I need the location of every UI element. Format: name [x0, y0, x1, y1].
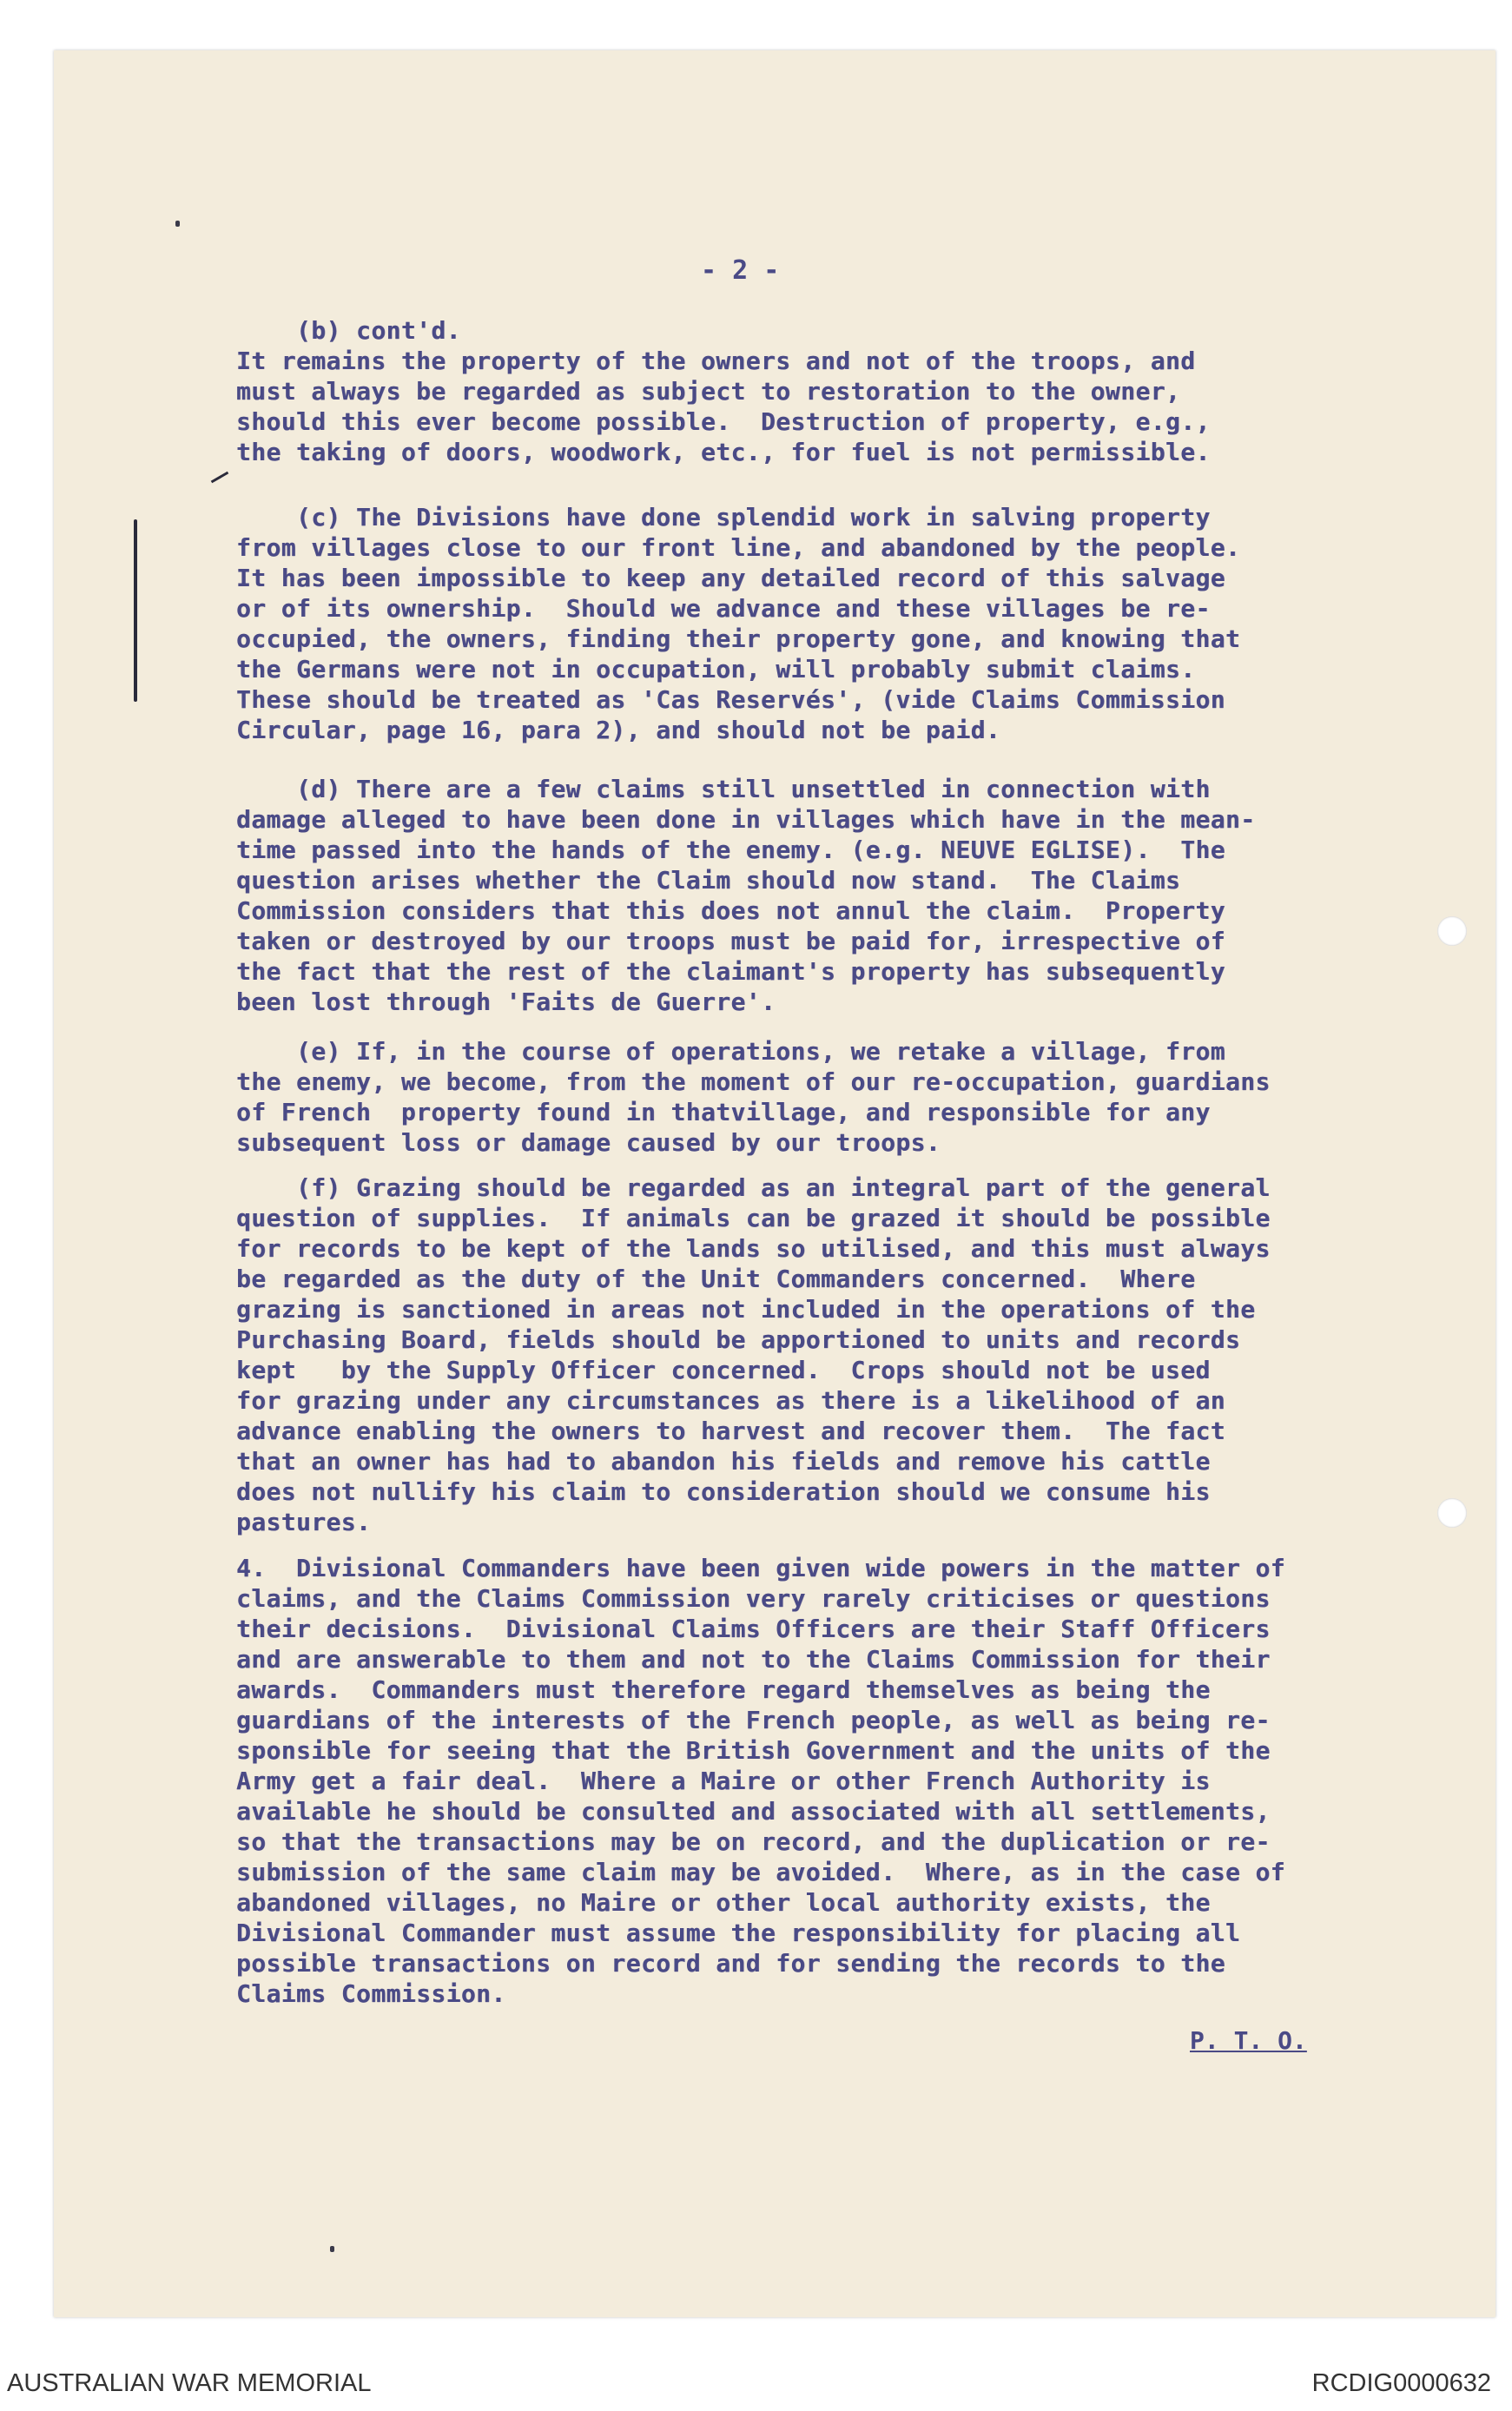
text-line: awards. Commanders must therefore regard themselves as being the	[236, 1675, 1211, 1704]
text-line: abandoned villages, no Maire or other local authority exists, the	[236, 1888, 1211, 1917]
margin-line	[134, 519, 137, 702]
text-line: sponsible for seeing that the British Government and the units of the	[236, 1736, 1271, 1765]
text-line: Purchasing Board, fields should be apportioned to units and records	[236, 1325, 1241, 1354]
text-line: (d) There are a few claims still unsettled in connection with	[236, 775, 1211, 803]
text-line: taken or destroyed by our troops must be paid for, irrespective of	[236, 927, 1225, 955]
text-line: These should be treated as 'Cas Reservés', (vide Claims Commission	[236, 685, 1225, 714]
text-line: the enemy, we become, from the moment of our re-occupation, guardians	[236, 1067, 1271, 1096]
text-line: question of supplies. If animals can be grazed it should be possible	[236, 1204, 1271, 1232]
document-page	[54, 50, 1495, 2317]
text-line: grazing is sanctioned in areas not included in the operations of the	[236, 1295, 1256, 1324]
page-number: - 2 -	[701, 255, 780, 286]
pto-marker: P. T. O.	[1190, 2026, 1307, 2055]
section-e	[236, 1036, 1400, 1158]
section-f	[236, 1172, 1400, 1537]
text-line: been lost through 'Faits de Guerre'.	[236, 988, 776, 1016]
text-line: available he should be consulted and associated with all settlements,	[236, 1797, 1271, 1826]
punch-hole-bottom	[1437, 1498, 1467, 1528]
text-line: the Germans were not in occupation, will probably submit claims.	[236, 655, 1196, 684]
text-line: so that the transactions may be on record, and the duplication or re-	[236, 1827, 1271, 1856]
footer-institution: AUSTRALIAN WAR MEMORIAL	[7, 2369, 372, 2397]
text-line: Army get a fair deal. Where a Maire or other French Authority is	[236, 1767, 1211, 1795]
text-line: of French property found in thatvillage, and responsible for any	[236, 1098, 1211, 1126]
text-line: be regarded as the duty of the Unit Commanders concerned. Where	[236, 1265, 1196, 1293]
text-line: Claims Commission.	[236, 1979, 506, 2008]
text-line: the fact that the rest of the claimant's property has subsequently	[236, 957, 1225, 986]
text-line: (f) Grazing should be regarded as an integral part of the general	[236, 1173, 1271, 1202]
text-line: kept by the Supply Officer concerned. Crops should not be used	[236, 1356, 1211, 1384]
section-d	[236, 774, 1400, 1017]
text-line: occupied, the owners, finding their property gone, and knowing that	[236, 624, 1241, 653]
text-line: Commission considers that this does not annul the claim. Property	[236, 896, 1225, 925]
text-line: that an owner has had to abandon his fields and remove his cattle	[236, 1447, 1211, 1476]
text-line: does not nullify his claim to consideration should we consume his	[236, 1477, 1211, 1506]
text-line: Circular, page 16, para 2), and should not be paid.	[236, 716, 1001, 744]
text-line: for records to be kept of the lands so utilised, and this must always	[236, 1234, 1271, 1263]
text-line: guardians of the interests of the French people, as well as being re-	[236, 1706, 1271, 1734]
text-line: possible transactions on record and for sending the records to the	[236, 1949, 1225, 1978]
section-b	[236, 315, 1400, 467]
text-line: 4. Divisional Commanders have been given wide powers in the matter of	[236, 1554, 1286, 1582]
section-c	[236, 502, 1400, 745]
text-line: pastures.	[236, 1508, 372, 1536]
text-line: time passed into the hands of the enemy. (e.g. NEUVE EGLISE). The	[236, 836, 1225, 864]
text-line: their decisions. Divisional Claims Officers are their Staff Officers	[236, 1615, 1271, 1643]
text-line: the taking of doors, woodwork, etc., for fuel is not permissible.	[236, 438, 1211, 466]
punch-hole-top	[1437, 916, 1467, 946]
text-line: (e) If, in the course of operations, we retake a village, from	[236, 1037, 1225, 1066]
section-4	[236, 1553, 1400, 2009]
text-line: question arises whether the Claim should now stand. The Claims	[236, 866, 1181, 895]
text-line: advance enabling the owners to harvest and recover them. The fact	[236, 1417, 1225, 1445]
stray-mark	[330, 2246, 334, 2252]
text-line: subsequent loss or damage caused by our troops.	[236, 1128, 941, 1157]
text-line: (c) The Divisions have done splendid work in salving property	[236, 503, 1211, 532]
text-line: for grazing under any circumstances as there is a likelihood of an	[236, 1386, 1225, 1415]
text-line: must always be regarded as subject to restoration to the owner,	[236, 377, 1181, 406]
text-line: and are answerable to them and not to the Claims Commission for their	[236, 1645, 1271, 1674]
text-line: from villages close to our front line, and abandoned by the people.	[236, 533, 1241, 562]
text-line: (b) cont'd.	[236, 316, 461, 345]
text-line: It has been impossible to keep any detailed record of this salvage	[236, 564, 1225, 592]
text-line: should this ever become possible. Destruction of property, e.g.,	[236, 407, 1211, 436]
text-line: claims, and the Claims Commission very rarely criticises or questions	[236, 1584, 1271, 1613]
stray-mark	[175, 221, 180, 227]
footer-reference-id: RCDIG0000632	[1311, 2369, 1491, 2397]
text-line: It remains the property of the owners and not of the troops, and	[236, 347, 1196, 375]
text-line: or of its ownership. Should we advance and these villages be re-	[236, 594, 1211, 623]
text-line: submission of the same claim may be avoided. Where, as in the case of	[236, 1858, 1286, 1886]
text-line: Divisional Commander must assume the responsibility for placing all	[236, 1919, 1241, 1947]
tick-mark	[211, 472, 229, 484]
text-line: damage alleged to have been done in villages which have in the mean-	[236, 805, 1256, 834]
